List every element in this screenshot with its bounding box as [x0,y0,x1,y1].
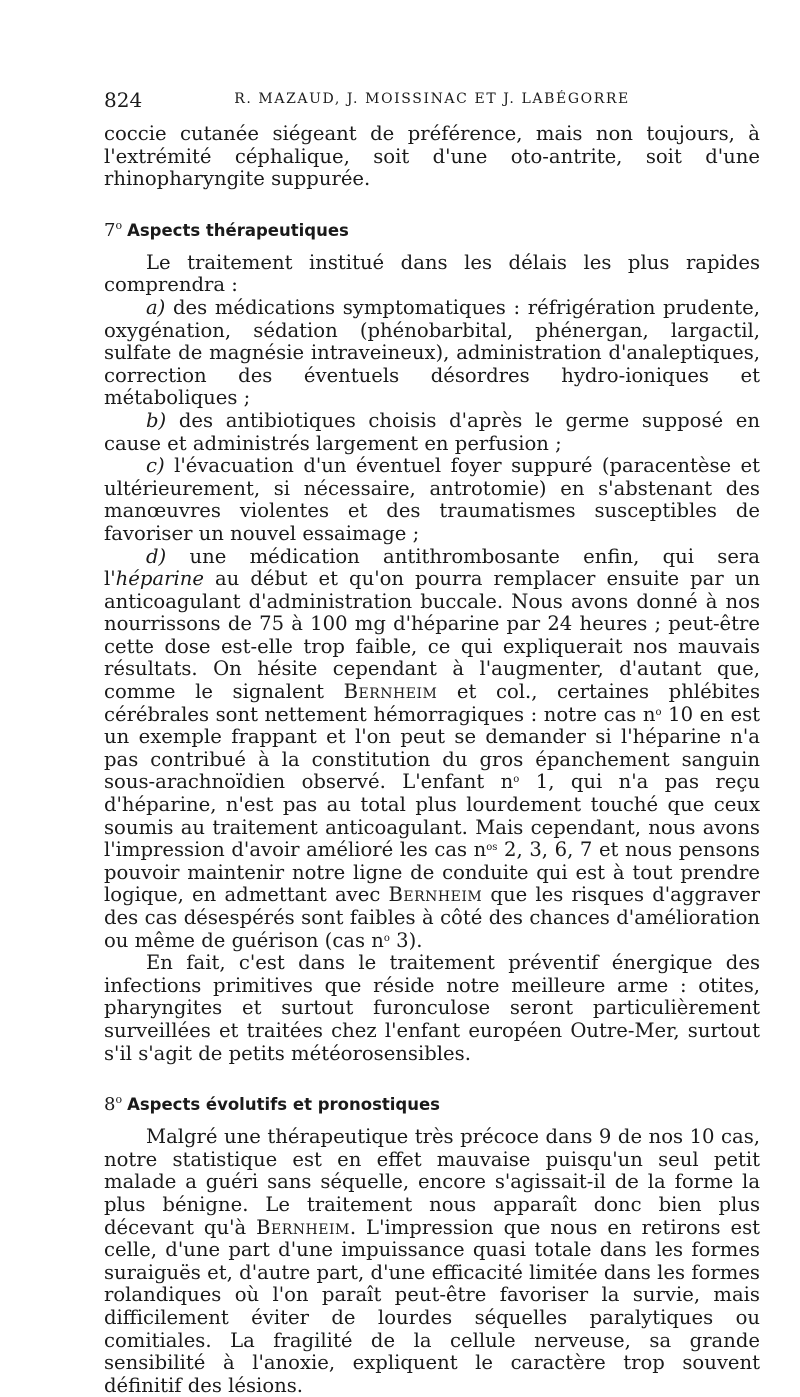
author-name: Bernheim [343,680,438,704]
text-run: et col., certaines phlébites cérébrales sont nettement hémorragiques : notre cas n [104,680,761,726]
section-8-heading [104,1089,760,1116]
text-run: une médication antithrombosante enfin, qui sera l' [104,544,760,591]
list-marker-d: d) [146,544,167,568]
emphasis-heparine: héparine [115,567,204,591]
list-item-d [104,546,760,953]
section-7-lead: Le traitement institué dans les délais les plus rapides comprendra : [104,250,760,297]
section-7-title: Aspects thérapeutiques [127,220,349,240]
section-7-closing: En fait, c'est dans le traitement préventif énergique des infections primitives que réside notre meilleure arme : otites, pharyngites et surtout furonculose seront particulièrement surveillées et traitées chez l'enfant européen Outre-Mer, surtout s'il s'agit de petits météorosensibles. [104,951,760,1065]
text-run: 1, qui n'a pas reçu d'héparine, n'est pas au total plus lourdement touché que ceux soumis au traitement anticoagulant. Mais cependant, nous avons l'impression d'avoir amélioré les cas n [104,770,760,862]
list-marker-b: b) [146,408,167,432]
text-run: que les risques d'aggraver des cas désespérés sont faibles à côté des chances d'amélioration ou même de guérison (cas n [104,883,760,952]
section-8-title: Aspects évolutifs et pronostiques [127,1095,440,1115]
list-text-b: des antibiotiques choisis d'après le germe supposé en cause et administrés largement en perfusion ; [104,408,760,455]
section-7-number: 7 [104,219,116,241]
list-marker-c: c) [146,454,165,478]
page-number: 824 [104,88,143,112]
author-name: Bernheim [388,883,483,907]
text-run: 10 en est un exemple frappant et l'on peut se demander si l'héparine n'a pas contribué à la constitution du gros épanchement sanguin sous-arachnoïdien observé. L'enfant n [104,702,760,794]
text-run: . L'impression que nous en retirons est celle, d'une part d'une impuissance quasi totale dans les formes suraiguës et, d'autre part, d'une efficacité limitée dans les formes rolandiques où l'on paraît peut-être favoriser la survie, mais difficilement éviter de lourdes séquelles paralytiques ou comitiales. La fragilité de la cellule nerveuse, sa grande sensibilité à l'anoxie, expliquent le caractère trop souvent définitif des lésions. [104,1215,761,1397]
superscript: os [486,842,498,854]
text-run: au début et qu'on pourra remplacer ensuite par un anticoagulant d'administration buccale. Nous avons donné à nos nourrissons de 75 à 100 mg d'héparine par 24 heures ; peut-être cette dose est-elle trop faible, ce qui expliquerait nos mauvais résultats. On hésite cependant à l'augmenter, d'autant que, comme le signalent [104,567,760,704]
article-body [104,121,760,1397]
intro-paragraph: coccie cutanée siégeant de préférence, mais non toujours, à l'extrémité céphalique, soit d'une oto-antrite, soit d'une rhinopharyngite suppurée. [104,122,760,191]
section-8-degree: o [115,1093,123,1107]
list-marker-a: a) [146,295,166,319]
list-item-b [104,410,760,455]
running-head: R. MAZAUD, J. MOISSINAC ET J. LABÉGORRE [234,91,630,107]
section-8-paragraph [104,1126,760,1397]
list-text-a: des médications symptomatiques : réfrigération prudente, oxygénation, sédation (phénobarbital, phénergan, largactil, sulfate de magnésie intraveineux), administration d'analeptiques, correction des éventuels désordres hydro-ioniques et métaboliques ; [104,295,760,410]
superscript: o [655,706,662,718]
list-item-c [104,455,760,545]
text-run: Malgré une thérapeutique très précoce dans 9 de nos 10 cas, notre statistique est en effet mauvaise puisqu'un seul petit malade a guéri sans séquelle, encore s'agissait-il de la forme la plus bénigne. Le traitement nous apparaît donc bien plus décevant qu'à [104,1125,760,1239]
text-run: 2, 3, 6, 7 et nous pensons pouvoir maintenir notre ligne de conduite qui est à tout prendre logique, en admettant avec [104,838,760,907]
section-7-heading [104,215,760,242]
text-run: 3). [389,928,423,952]
section-7-degree: o [115,218,123,232]
superscript: o [383,932,390,944]
section-8-number: 8 [104,1094,116,1116]
superscript: o [513,774,520,786]
list-item-a [104,297,760,410]
page-header [104,88,760,110]
author-name: Bernheim [256,1215,350,1239]
list-text-c: l'évacuation d'un éventuel foyer suppuré (paracentèse et ultérieurement, si nécessaire, antrotomie) en s'abstenant des manœuvres violentes et des traumatismes susceptibles de favoriser un nouvel essaimage ; [104,454,760,545]
